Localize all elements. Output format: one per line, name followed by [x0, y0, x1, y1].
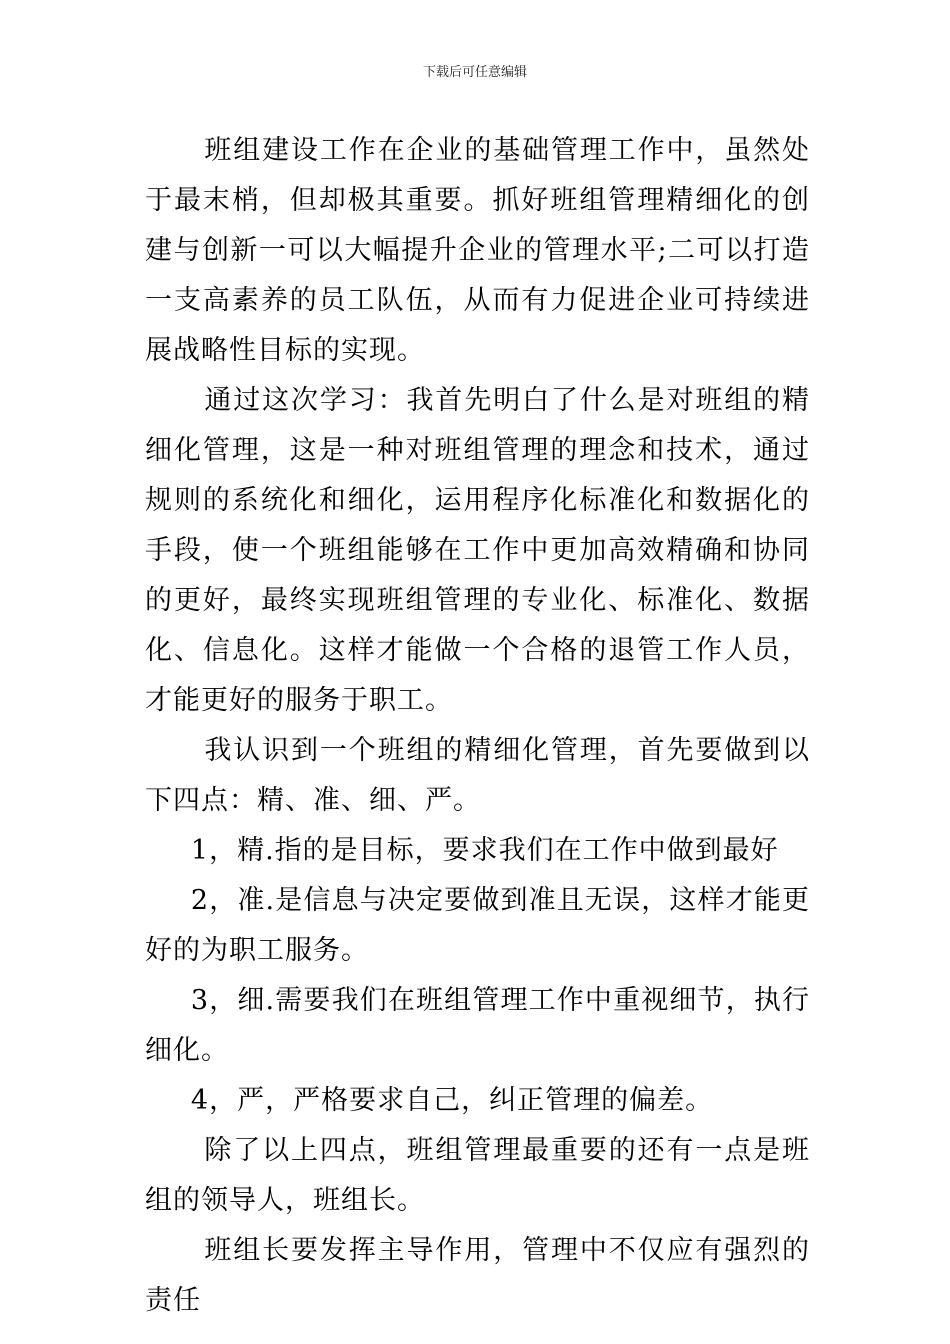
list-item: 3，细.需要我们在班组管理工作中重视细节，执行细化。 [145, 985, 810, 1066]
page-header: 下载后可任意编辑 [422, 65, 527, 80]
paragraph: 班组建设工作在企业的基础管理工作中，虽然处于最末梢，但却极其重要。抓好班组管理精细化的创建与创新一可以大幅提升企业的管理水平;二可以打造一支高素养的员工队伍，从而有力促进企业可持续进展战略性目标的实现。 [145, 135, 810, 366]
list-item: 1，精.指的是目标，要求我们在工作中做到最好 [190, 835, 779, 866]
paragraph: 班组长要发挥主导作用，管理中不仅应有强烈的责任 [145, 1235, 810, 1316]
paragraph: 我认识到一个班组的精细化管理，首先要做到以下四点：精、准、细、严。 [145, 735, 810, 816]
document-body [145, 126, 810, 1326]
paragraph: 除了以上四点，班组管理最重要的还有一点是班组的领导人，班组长。 [145, 1135, 810, 1216]
paragraph: 通过这次学习：我首先明白了什么是对班组的精细化管理，这是一种对班组管理的理念和技术，通过规则的系统化和细化，运用程序化标准化和数据化的手段，使一个班组能够在工作中更加高效精确和协同的更好，最终实现班组管理的专业化、标准化、数据化、信息化。这样才能做一个合格的退管工作人员，才能更好的服务于职工。 [145, 385, 810, 716]
list-item: 2，准.是信息与决定要做到准且无误，这样才能更好的为职工服务。 [145, 885, 810, 966]
list-item: 4，严，严格要求自己，纠正管理的偏差。 [190, 1085, 714, 1116]
